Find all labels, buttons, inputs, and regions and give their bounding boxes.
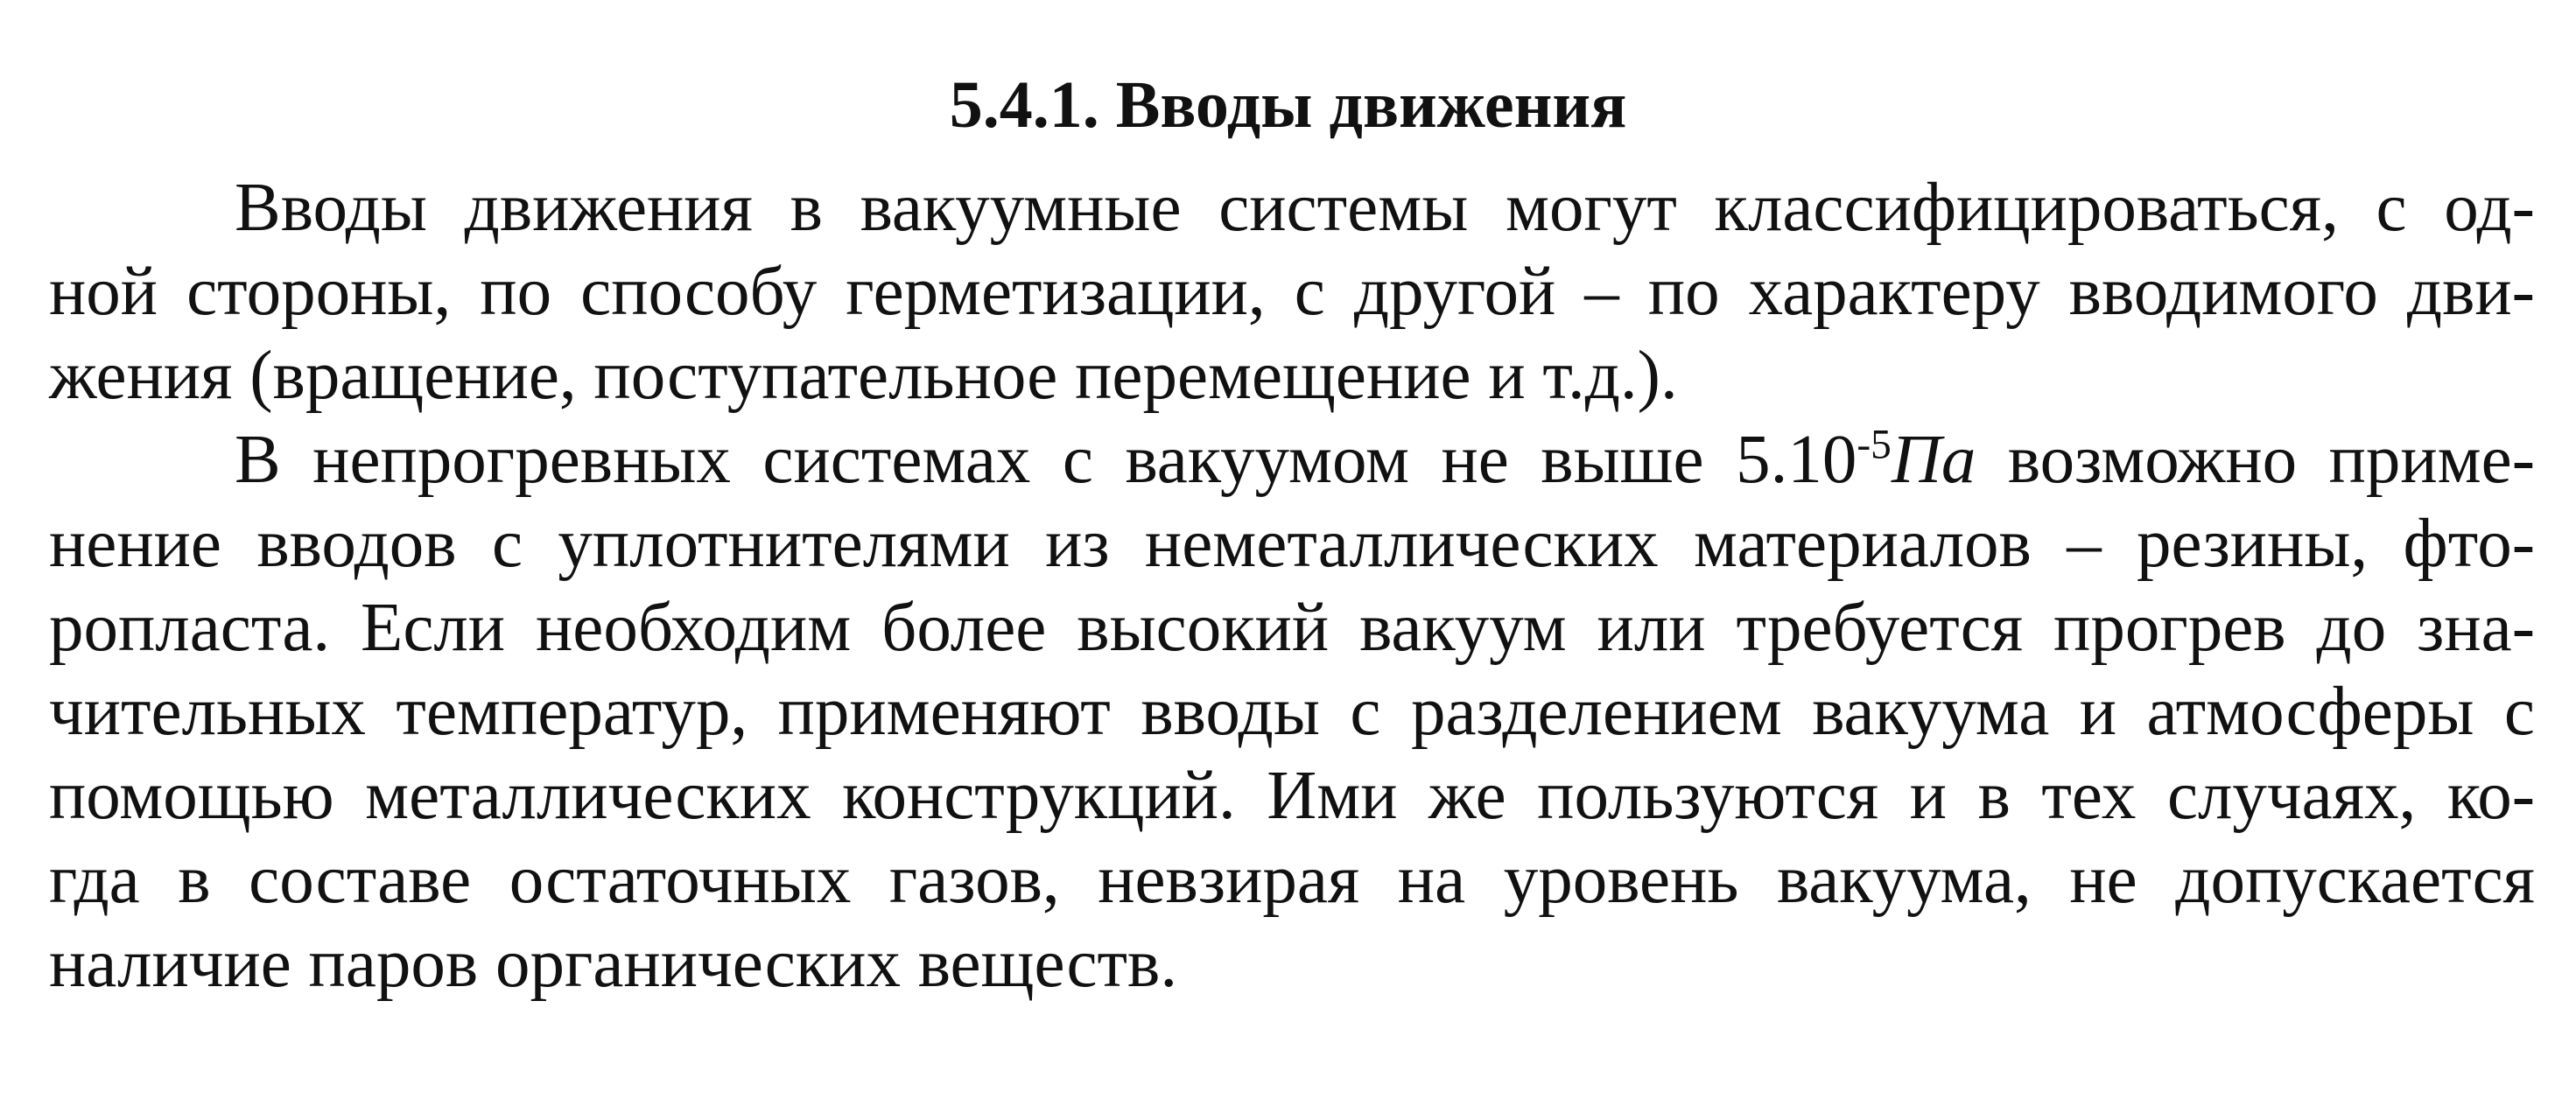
pressure-exponent: -5 bbox=[1857, 422, 1892, 468]
paragraph-2-line-3: ропласта. Если необходим более высокий вакуум или требуется прогрев до зна- bbox=[49, 590, 2535, 666]
paragraph-2-line-5: помощью металлических конструкций. Ими же пользуются и в тех случаях, ко- bbox=[49, 758, 2535, 834]
paragraph-1-line-3: жения (вращение, поступательное перемещение и т.д.). bbox=[49, 338, 1678, 414]
paragraph-1-line-2: ной стороны, по способу герметизации, с другой – по характеру вводимого дви- bbox=[49, 254, 2535, 330]
paragraph-2-line-6: гда в составе остаточных газов, невзирая на уровень вакуума, не допускается bbox=[49, 842, 2535, 918]
pressure-unit: Па bbox=[1891, 422, 1976, 498]
paragraph-2-line-4: чительных температур, применяют вводы с разделением вакуума и атмосферы с bbox=[49, 674, 2535, 750]
paragraph-2-line-1 bbox=[235, 418, 2535, 502]
paragraph-1-line-1: Вводы движения в вакуумные системы могут классифицироваться, с од- bbox=[235, 170, 2535, 246]
paragraph-2-line-1-text: В непрогревных системах с вакуумом не выше 5.10 bbox=[235, 422, 1857, 498]
paragraph-2-line-1-tail: возможно приме- bbox=[1976, 422, 2536, 498]
paragraph-2-line-2: нение вводов с уплотнителями из неметаллических материалов – резины, фто- bbox=[49, 506, 2535, 582]
section-heading: 5.4.1. Вводы движения bbox=[949, 68, 1627, 142]
paragraph-2-line-7: наличие паров органических веществ. bbox=[49, 926, 1178, 1002]
